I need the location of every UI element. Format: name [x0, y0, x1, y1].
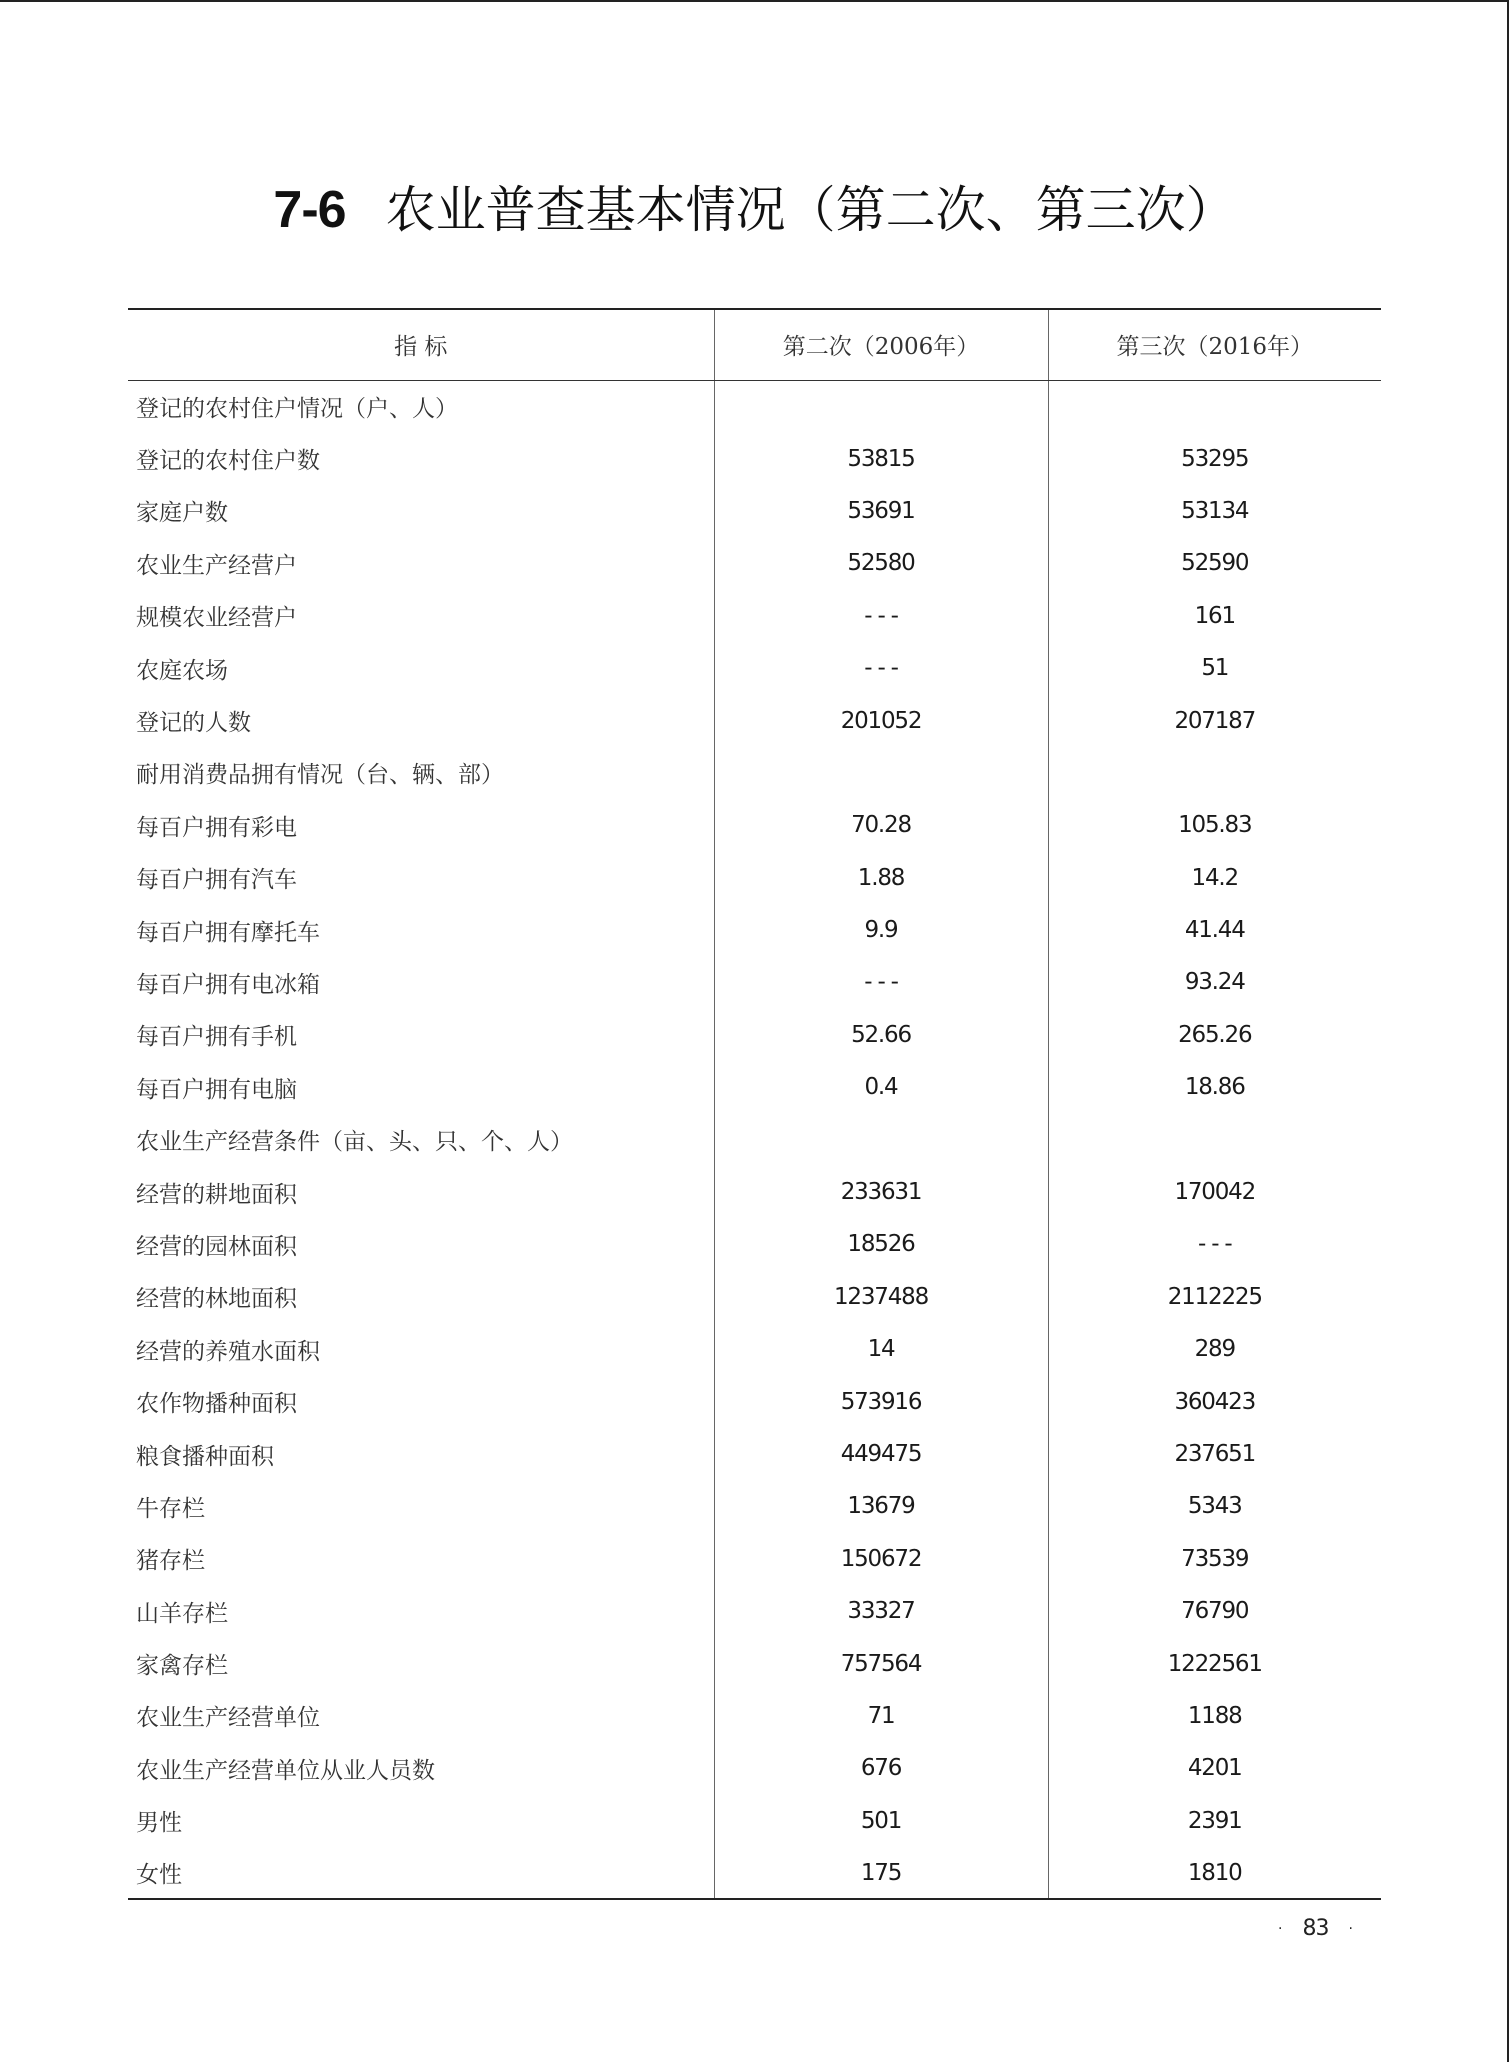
row-label: 农业生产经营单位 [136, 1705, 320, 1732]
table-row [128, 1009, 1381, 1061]
table-row [128, 1533, 1381, 1585]
table-row [128, 485, 1381, 537]
value-2016: - - - [1048, 1218, 1381, 1270]
table-row [128, 1428, 1381, 1480]
table-title-text: 农业普查基本情况（第二次、第三次） [385, 181, 1236, 239]
row-label: 家禽存栏 [136, 1653, 228, 1680]
value-2016: 2112225 [1048, 1271, 1381, 1323]
table-row [128, 799, 1381, 851]
row-label: 耐用消费品拥有情况（台、辆、部） [136, 762, 504, 789]
value-2016: 265.26 [1048, 1009, 1381, 1061]
row-label: 每百户拥有汽车 [136, 867, 297, 894]
row-label: 每百户拥有摩托车 [136, 919, 320, 946]
table-row [128, 694, 1381, 746]
value-2016: 41.44 [1048, 904, 1381, 956]
value-2006: 0.4 [714, 1061, 1048, 1113]
row-label: 登记的农村住户情况（户、人） [136, 395, 458, 422]
value-2016: 170042 [1048, 1166, 1381, 1218]
table-row [128, 1323, 1381, 1375]
table-row [128, 1585, 1381, 1637]
row-label: 农作物播种面积 [136, 1391, 297, 1418]
page-number-value: 83 [1302, 1916, 1329, 1941]
value-2006: 13679 [714, 1480, 1048, 1532]
row-label: 农业生产经营条件（亩、头、只、个、人） [136, 1129, 573, 1156]
value-2006: - - - [714, 642, 1048, 694]
page-border-top [0, 0, 1509, 2]
row-label: 每百户拥有电冰箱 [136, 971, 320, 998]
table-row [128, 1690, 1381, 1742]
table-row [128, 1742, 1381, 1794]
value-2016 [1048, 380, 1381, 432]
value-2006: 14 [714, 1323, 1048, 1375]
row-label: 每百户拥有手机 [136, 1024, 297, 1051]
row-label: 经营的园林面积 [136, 1233, 297, 1260]
value-2006: 33327 [714, 1585, 1048, 1637]
value-2006: 52580 [714, 537, 1048, 589]
value-2006: 53815 [714, 432, 1048, 484]
row-label: 农业生产经营单位从业人员数 [136, 1757, 435, 1784]
table-row [128, 432, 1381, 484]
value-2016: 18.86 [1048, 1061, 1381, 1113]
table-row [128, 537, 1381, 589]
value-2006: 449475 [714, 1428, 1048, 1480]
row-label: 每百户拥有彩电 [136, 814, 297, 841]
row-label: 规模农业经营户 [136, 605, 297, 632]
table-row [128, 1166, 1381, 1218]
value-2006: 53691 [714, 485, 1048, 537]
table-section-row [128, 380, 1381, 432]
value-2016: 93.24 [1048, 956, 1381, 1008]
value-2006: 573916 [714, 1375, 1048, 1427]
value-2006: - - - [714, 956, 1048, 1008]
value-2006: 18526 [714, 1218, 1048, 1270]
table-row [128, 1847, 1381, 1899]
value-2006: 150672 [714, 1533, 1048, 1585]
header-indicator: 指 标 [128, 309, 714, 380]
value-2016 [1048, 1113, 1381, 1165]
value-2016: 52590 [1048, 537, 1381, 589]
value-2006: 233631 [714, 1166, 1048, 1218]
value-2016: 4201 [1048, 1742, 1381, 1794]
value-2006: 9.9 [714, 904, 1048, 956]
table-row [128, 1480, 1381, 1532]
value-2016: 53295 [1048, 432, 1381, 484]
table-row [128, 1795, 1381, 1847]
value-2006: 757564 [714, 1637, 1048, 1689]
row-label: 农业生产经营户 [136, 552, 297, 579]
value-2016: 2391 [1048, 1795, 1381, 1847]
row-label: 经营的养殖水面积 [136, 1338, 320, 1365]
table-row [128, 904, 1381, 956]
value-2006: 501 [714, 1795, 1048, 1847]
table-row [128, 1375, 1381, 1427]
row-label: 每百户拥有电脑 [136, 1076, 297, 1103]
value-2006: 201052 [714, 694, 1048, 746]
row-label: 登记的农村住户数 [136, 448, 320, 475]
table-row [128, 1637, 1381, 1689]
row-label: 登记的人数 [136, 710, 251, 737]
value-2016: 14.2 [1048, 852, 1381, 904]
value-2016: 360423 [1048, 1375, 1381, 1427]
value-2016 [1048, 747, 1381, 799]
row-label: 山羊存栏 [136, 1600, 228, 1627]
value-2006 [714, 1113, 1048, 1165]
value-2016: 73539 [1048, 1533, 1381, 1585]
table-number: 7-6 [273, 181, 346, 239]
census-table [128, 308, 1381, 1900]
value-2016: 76790 [1048, 1585, 1381, 1637]
row-label: 经营的耕地面积 [136, 1181, 297, 1208]
value-2006: 1237488 [714, 1271, 1048, 1323]
row-label: 家庭户数 [136, 500, 228, 527]
value-2006 [714, 747, 1048, 799]
header-second-census: 第二次（2006年） [714, 309, 1048, 380]
value-2006: 52.66 [714, 1009, 1048, 1061]
table-row [128, 852, 1381, 904]
value-2016: 237651 [1048, 1428, 1381, 1480]
value-2006: 71 [714, 1690, 1048, 1742]
value-2016: 1222561 [1048, 1637, 1381, 1689]
page-number-dot-left: · [1278, 1921, 1283, 1937]
table-row [128, 642, 1381, 694]
row-label: 农庭农场 [136, 657, 228, 684]
table-header-row [128, 309, 1381, 380]
value-2016: 207187 [1048, 694, 1381, 746]
page-title [0, 178, 1509, 242]
table-row [128, 1271, 1381, 1323]
table-body [128, 380, 1381, 1899]
census-table-container [128, 308, 1381, 1900]
value-2016: 51 [1048, 642, 1381, 694]
row-label: 猪存栏 [136, 1548, 205, 1575]
table-section-row [128, 1113, 1381, 1165]
value-2016: 5343 [1048, 1480, 1381, 1532]
page-number [1278, 1916, 1388, 1946]
table-row [128, 590, 1381, 642]
value-2006: 175 [714, 1847, 1048, 1899]
value-2016: 105.83 [1048, 799, 1381, 851]
row-label: 粮食播种面积 [136, 1443, 274, 1470]
row-label: 男性 [136, 1810, 182, 1837]
value-2006: - - - [714, 590, 1048, 642]
value-2016: 161 [1048, 590, 1381, 642]
value-2016: 53134 [1048, 485, 1381, 537]
value-2016: 289 [1048, 1323, 1381, 1375]
header-third-census: 第三次（2016年） [1048, 309, 1381, 380]
table-row [128, 1218, 1381, 1270]
value-2006 [714, 380, 1048, 432]
value-2016: 1810 [1048, 1847, 1381, 1899]
page-number-dot-right: · [1348, 1921, 1353, 1937]
value-2016: 1188 [1048, 1690, 1381, 1742]
value-2006: 70.28 [714, 799, 1048, 851]
table-row [128, 1061, 1381, 1113]
table-section-row [128, 747, 1381, 799]
table-row [128, 956, 1381, 1008]
row-label: 牛存栏 [136, 1495, 205, 1522]
value-2006: 1.88 [714, 852, 1048, 904]
row-label: 经营的林地面积 [136, 1286, 297, 1313]
row-label: 女性 [128, 1847, 714, 1899]
value-2006: 676 [714, 1742, 1048, 1794]
